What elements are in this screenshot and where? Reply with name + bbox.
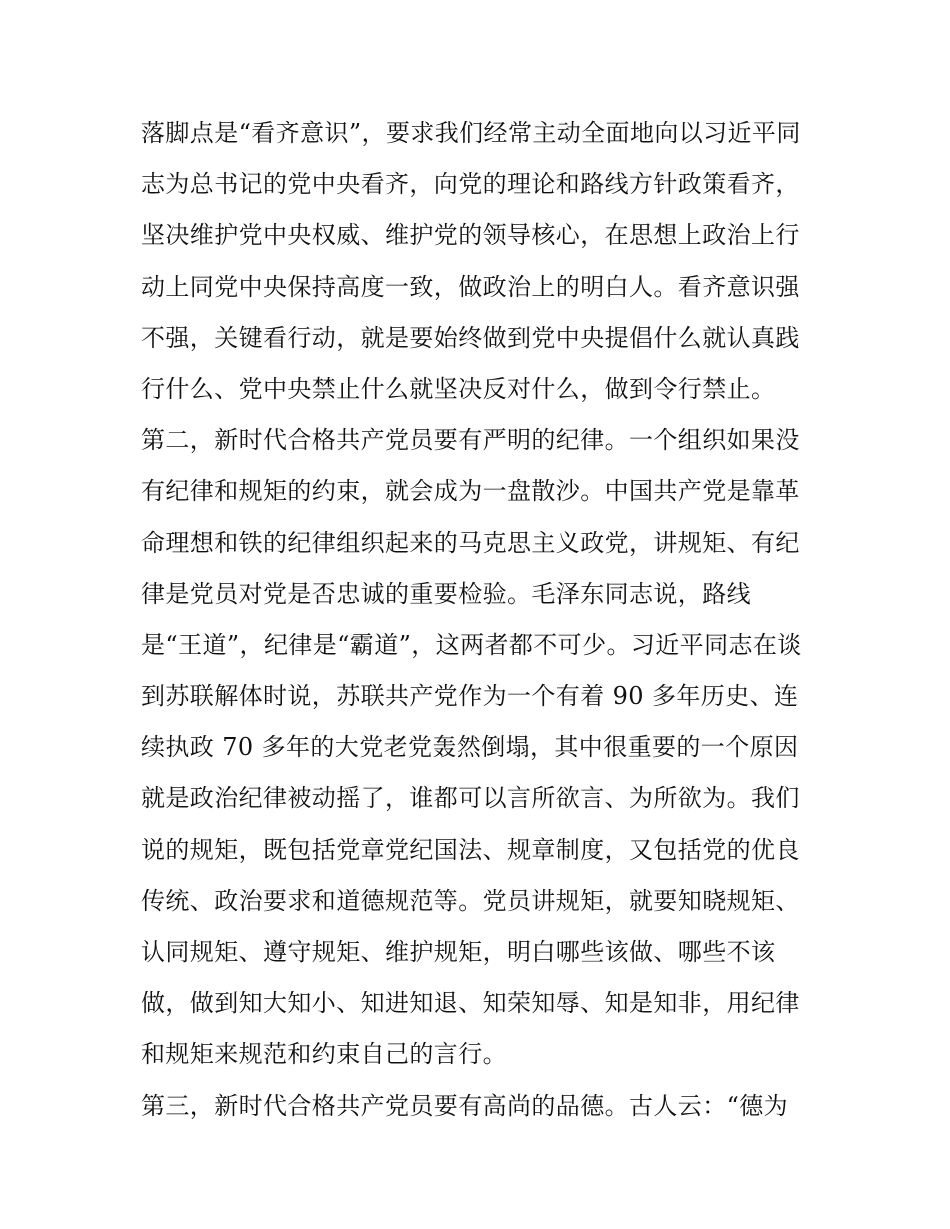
text-line: 不强，关键看行动，就是要始终做到党中央提倡什么就认真践 (141, 323, 800, 352)
text-line: 坚决维护党中央权威、维护党的领导核心，在思想上政治上行 (141, 221, 800, 250)
text-line: 有纪律和规矩的约束，就会成为一盘散沙。中国共产党是靠革 (141, 477, 800, 506)
text-line: 命理想和铁的纪律组织起来的马克思主义政党，讲规矩、有纪 (141, 528, 800, 557)
text-line: 传统、政治要求和道德规范等。党员讲规矩，就要知晓规矩、 (141, 886, 800, 915)
text-line: 第二，新时代合格共产党员要有严明的纪律。一个组织如果没 (141, 426, 800, 455)
text-line: 是“王道”，纪律是“霸道”，这两者都不可少。习近平同志在谈 (141, 630, 802, 659)
text-line: 到苏联解体时说，苏联共产党作为一个有着 90 多年历史、连 (141, 682, 799, 711)
text-line: 行什么、党中央禁止什么就坚决反对什么，做到令行禁止。 (141, 374, 776, 403)
text-line: 志为总书记的党中央看齐，向党的理论和路线方针政策看齐， (141, 170, 800, 199)
text-line: 第三，新时代合格共产党员要有高尚的品德。古人云：“德为 (141, 1091, 789, 1120)
text-line: 做，做到知大知小、知进知退、知荣知辱、知是知非，用纪律 (141, 989, 800, 1018)
text-line: 落脚点是“看齐意识”，要求我们经常主动全面地向以习近平同 (141, 119, 801, 147)
text-line: 认同规矩、遵守规矩、维护规矩，明白哪些该做、哪些不该 (141, 938, 776, 966)
text-line: 说的规矩，既包括党章党纪国法、规章制度，又包括党的优良 (141, 835, 800, 864)
text-line: 动上同党中央保持高度一致，做政治上的明白人。看齐意识强 (141, 272, 800, 301)
text-line: 续执政 70 多年的大党老党轰然倒塌，其中很重要的一个原因 (141, 733, 799, 762)
text-line: 和规矩来规范和约束自己的言行。 (141, 1040, 507, 1069)
text-line: 就是政治纪律被动摇了，谁都可以言所欲言、为所欲为。我们 (141, 784, 800, 813)
body-text (141, 108, 821, 1132)
text-line: 律是党员对党是否忠诚的重要检验。毛泽东同志说，路线 (141, 579, 751, 608)
